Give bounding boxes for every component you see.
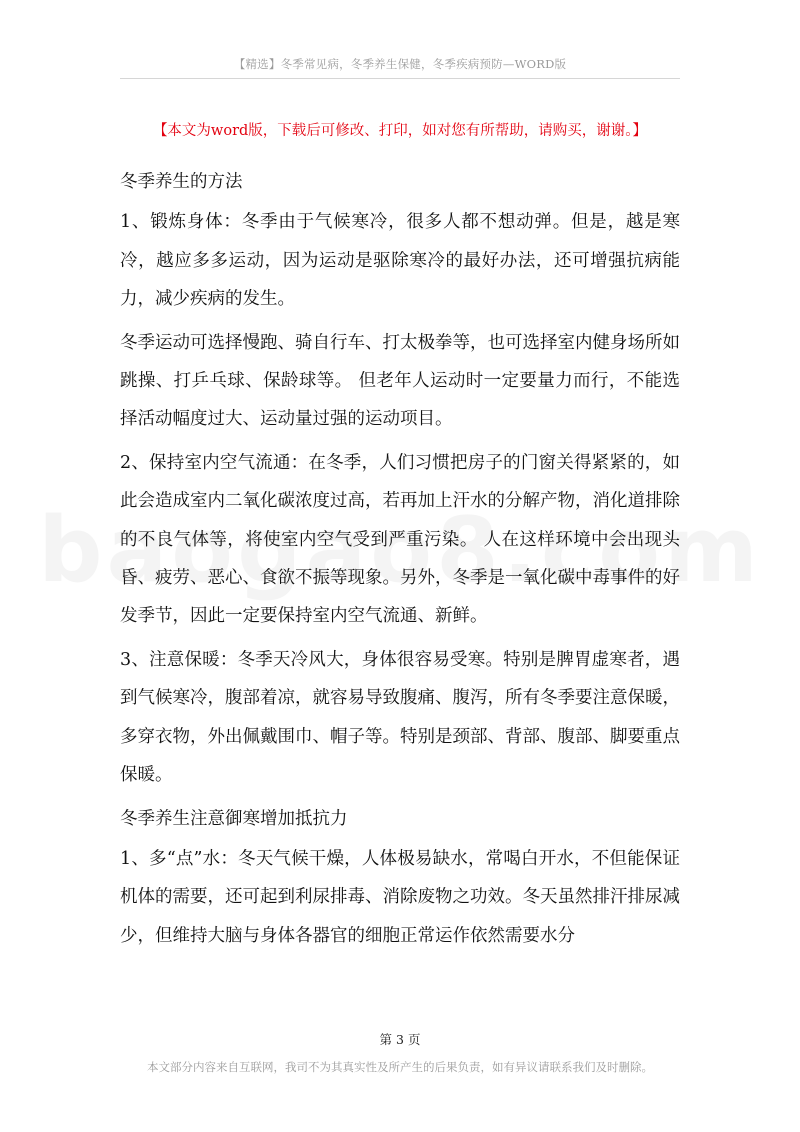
document-body <box>120 163 680 960</box>
page-footer-disclaimer: 本文部分内容来自互联网，我司不为其真实性及所产生的后果负责，如有异议请联系我们及时删除。 <box>147 1060 653 1074</box>
paragraph-drink-water: 1、多“点”水：冬天气候干燥，人体极易缺水，常喝白开水，不但能保证机体的需要，还可起到利尿排毒、消除废物之功效。冬天虽然排汗排尿减少，但维持大脑与身体各器官的细胞正常运作依然需要水分 <box>120 848 680 946</box>
paragraph-exercise: 1、锻炼身体：冬季由于气候寒冷，很多人都不想动弹。但是，越是寒冷，越应多多运动，因为运动是驱除寒冷的最好办法，还可增强抗病能力，减少疾病的发生。 <box>120 212 680 310</box>
header-divider <box>120 78 680 79</box>
download-notice: 【本文为word版，下载后可修改、打印，如对您有所帮助，请购买，谢谢。】 <box>152 123 648 139</box>
section-heading-cold-resistance: 冬季养生注意御寒增加抵抗力 <box>120 808 348 829</box>
paragraph-keep-warm: 3、注意保暖：冬季天冷风大，身体很容易受寒。特别是脾胃虚寒者，遇到气候寒冷，腹部着凉，就容易导致腹痛、腹泻，所有冬季要注意保暖，多穿衣物，外出佩戴围巾、帽子等。特别是颈部、背部、腹部、脚要重点保暖。 <box>120 649 680 786</box>
paragraph-exercise-options: 冬季运动可选择慢跑、骑自行车、打太极拳等，也可选择室内健身场所如跳操、打乒乓球、保龄球等。 但老年人运动时一定要量力而行，不能选择活动幅度过大、运动量过强的运动项目。 <box>120 332 680 430</box>
page-number: 第 3 页 <box>379 1032 421 1047</box>
page-header: 【精选】冬季常见病，冬季养生保健，冬季疾病预防—WORD版 <box>233 57 567 71</box>
section-heading-winter-health-methods: 冬季养生的方法 <box>120 172 243 192</box>
paragraph-ventilation: 2、保持室内空气流通：在冬季，人们习惯把房子的门窗关得紧紧的，如此会造成室内二氧化碳浓度过高，若再加上汗水的分解产物，消化道排除的不良气体等，将使室内空气受到严重污染。 人在这样环境中会出现头昏、疲劳、恶心、食欲不振等现象。另外，冬季是一氧化碳中毒事件的好发季节，因此一定要保持室内空气流通、新鲜。 <box>120 452 680 627</box>
